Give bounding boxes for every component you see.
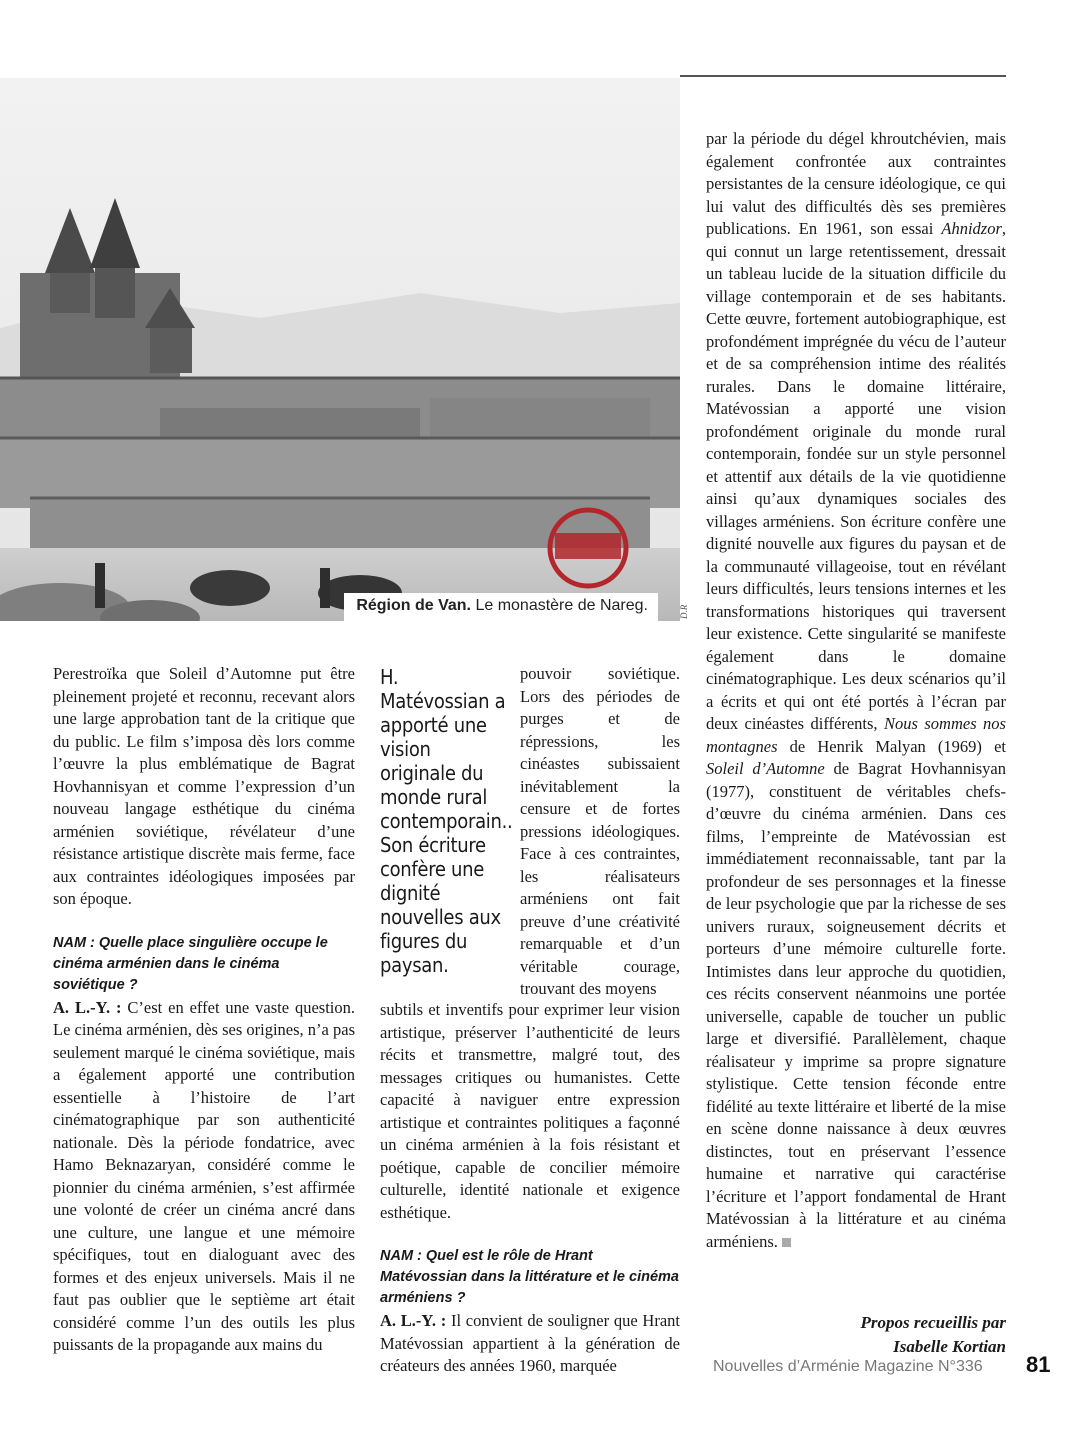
speaker-label-2: A. L.-Y. : bbox=[380, 1311, 447, 1330]
answer-1 bbox=[53, 997, 355, 1357]
footer-magazine: Nouvelles d’Arménie Magazine N°336 bbox=[713, 1358, 983, 1375]
question-2: NAM : Quel est le rôle de Hrant Matévossian dans la littérature et le cinéma arméniens ? bbox=[380, 1248, 679, 1306]
signature-line-1: Propos recueillis par bbox=[860, 1313, 1006, 1332]
caption-description: Le monastère de Nareg. bbox=[471, 597, 648, 614]
photo-credit: D.R bbox=[679, 604, 689, 619]
historical-photo bbox=[0, 78, 680, 621]
column-1 bbox=[53, 663, 355, 1357]
essay-title: Ahnidzor bbox=[941, 219, 1002, 238]
column3-part-2: , qui connut un large retentissement, dressait un tableau lucide de la situation difficile du village contemporain et de ses habitants. Cette œuvre, fortement autobiographique, est profondément imprégnée du vécu de l’auteur et de sa compréhension intime des réalités rurales. Dans le domaine littéraire, Matévossian a apporté une vision profondément originale du monde rural contemporain, fondée sur un style personnel et attentif aux détails de la vie quotidienne ainsi qu’aux dynamiques sociales des villages arméniens. Son écriture confère une dignité nouvelle aux figures du paysan et de la communauté villageoise, tout en révélant leurs difficultés, leurs tensions internes et les transformations historiques qui traversent leur existence. Cette singularité se manifeste également dans le domaine cinématographique. Les deux scénarios qu’il a écrits et qui ont été portés à l’écran par deux cinéastes différents, bbox=[706, 219, 1006, 733]
end-mark-icon bbox=[782, 1238, 791, 1247]
answer-2 bbox=[380, 1310, 680, 1378]
caption-place: Région de Van. bbox=[356, 597, 471, 614]
column-3 bbox=[706, 128, 1006, 1253]
film-title-2: Soleil d’Automne bbox=[706, 759, 825, 778]
answer-1-text: C’est en effet une vaste question. Le cinéma arménien, dès ses origines, n’a pas seulement marqué le cinéma soviétique, mais a également apporté une contribution essentielle à l’histoire de l’art cinématographique par son authenticité nationale. Dès la période fondatrice, avec Hamo Beknazaryan, considéré comme le pionnier du cinéma arménien, s’est affirmée une volonté de créer un cinéma ancré dans une culture, une langue et une mémoire spécifiques, tout en dialoguant avec des formes et des enjeux universels. Mais il ne faut pas oublier que le septième art était considéré comme l’un des outils les plus puissants de la propagande aux mains du bbox=[53, 997, 356, 1354]
question-1: NAM : Quelle place singulière occupe le cinéma arménien dans le cinéma soviétique ? bbox=[53, 934, 328, 993]
column1-intro: Perestroïka que Soleil d’Automne put être pleinement projeté et reconnu, recevant alors une large approbation tant de la critique que du public. Le film s’imposa dès lors comme l’œuvre la plus emblématique de Bagrat Hovhannisyan et comme l’expression d’un nouveau langage esthétique du cinéma arménien soviétique, révélateur d’une résistance artistique discrète mais ferme, face aux contraintes idéologiques imposées par son époque. bbox=[53, 664, 355, 908]
column3-part-3: de Henrik Malyan (1969) et bbox=[777, 736, 1006, 756]
column2-bottom-text: subtils et inventifs pour exprimer leur vision artistique, préserver l’authenticité de leurs récits et transmettre, malgré tout, des messages critiques ou humanistes. Cette capacité à naviguer entre expression artistique et contraintes politiques a façonné un cinéma arménien à la fois résistant et poétique, capable de concilier mémoire culturelle, identité nationale et exigence esthétique. bbox=[380, 1000, 680, 1222]
signature-author: Isabelle Kortian bbox=[893, 1337, 1006, 1356]
top-rule bbox=[680, 75, 1006, 77]
column-2-bottom bbox=[380, 999, 680, 1378]
column2-side-text: pouvoir soviétique. Lors des périodes de purges et de répressions, les cinéastes subissaient inévitablement la censure et de fortes pressions idéologiques. Face à ces contraintes, les réalisateurs arméniens ont fait preuve d’une créativité remarquable et d’un véritable courage, trouvant des moyens bbox=[520, 664, 680, 998]
speaker-label: A. L.-Y. : bbox=[53, 997, 122, 1017]
answer-2-text: Il convient de souligner que Hrant Matévossian appartient à la génération de créateurs des années 1960, marquée bbox=[380, 1311, 680, 1375]
monastery-photo-illustration bbox=[0, 78, 680, 621]
column3-part-1: par la période du dégel khroutchévien, mais également confrontée aux contraintes persistantes de la censure idéologique, ce qui lui valut des difficultés dès ses premières publications. En 1961, son essai bbox=[706, 129, 1006, 238]
film-title-1: Nous sommes nos montagnes bbox=[706, 714, 1006, 756]
column3-part-4: de Bagrat Hovhannisyan (1977), constituent de véritables chefs-d’œuvre du cinéma arménien. Dans ces films, l’empreinte de Matévossian est immédiatement reconnaissable, tant par la profondeur de ses personnages et la finesse de leur psychologie que par la richesse de ses univers ruraux, soigneusement décrits et porteurs d’une mémoire culturelle forte. Intimistes dans leur approche du quotidien, ces récits conservent néanmoins une portée universelle, capable de toucher un public large et diversifié. Parallèlement, chaque réalisateur y imprime sa propre signature stylistique. Cette tension féconde entre fidélité au texte littéraire et liberté de la mise en scène donne naissance à deux œuvres distinctes, tout en préservant l’essence humaine et narrative qui caractérise l’écriture et l’apport fondamental de Hrant Matévossian à la littérature et au cinéma arméniens. bbox=[706, 759, 1006, 1251]
page-number: 81 bbox=[1026, 1352, 1051, 1377]
photo-caption bbox=[344, 593, 658, 621]
column3-text bbox=[706, 128, 1006, 1253]
signature bbox=[861, 1311, 1006, 1359]
column-2-side bbox=[520, 663, 680, 1001]
pull-quote: H. Matévossian a apporté une vision originale du monde rural contemporain.. Son écriture confère une dignité nouvelles aux figures du paysan. bbox=[380, 665, 513, 977]
